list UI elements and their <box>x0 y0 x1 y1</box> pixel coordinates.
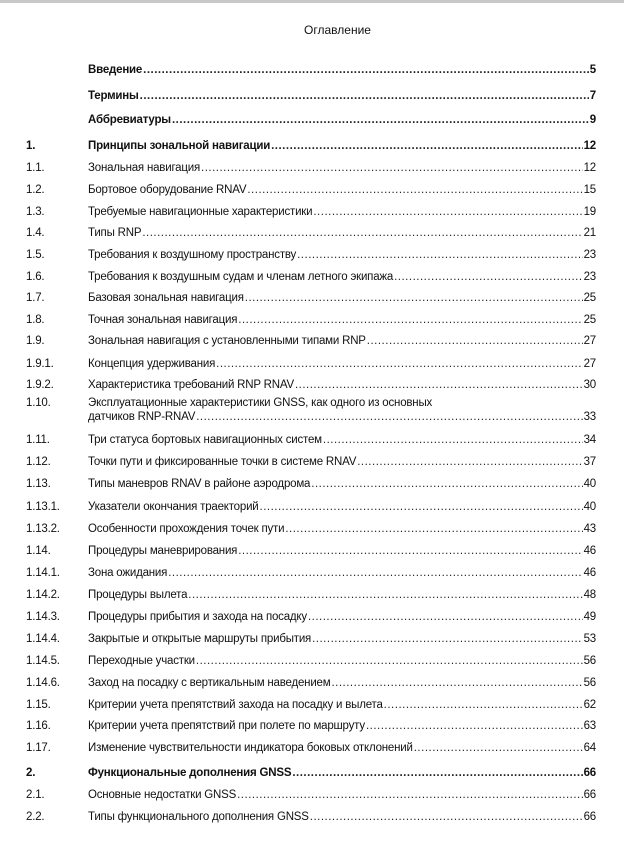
dot-leader <box>310 810 583 824</box>
toc-entry-label: Зональная навигация <box>88 162 201 174</box>
dot-leader <box>238 313 582 327</box>
dot-leader <box>384 698 583 712</box>
toc-entry-page: 46 <box>583 545 596 557</box>
toc-entry-label: Закрытые и открытые маршруты прибытия <box>88 633 312 645</box>
toc-entry-page: 66 <box>583 789 596 801</box>
toc-entry-page: 23 <box>583 271 596 283</box>
dot-leader <box>367 334 583 348</box>
toc-entry-number: 1.9. <box>26 335 45 347</box>
toc-entry-page: 62 <box>583 699 596 711</box>
toc-entry-label-line1: Эксплуатационные характеристики GNSS, как одного из основных <box>88 397 433 409</box>
toc-entry-number: 1.12. <box>26 456 51 468</box>
dot-leader <box>323 433 583 447</box>
toc-entry-page: 64 <box>583 742 596 754</box>
toc-entry-label: Требования к воздушным судам и членам летного экипажа <box>88 271 394 283</box>
toc-entry-number: 1.4. <box>26 227 45 239</box>
window-top-border <box>0 0 624 3</box>
toc-entry-number: 1.14.6. <box>26 677 60 689</box>
toc-entry-label: Термины <box>88 90 139 102</box>
dot-leader <box>142 226 582 240</box>
toc-entry-number: 1. <box>26 140 36 152</box>
dot-leader <box>196 654 583 668</box>
dot-leader <box>312 632 583 646</box>
toc-entry-page: 66 <box>583 767 596 779</box>
toc-entry-number: 1.14.5. <box>26 655 60 667</box>
dot-leader <box>238 544 582 558</box>
dot-leader <box>366 719 583 733</box>
toc-entry-label: Функциональные дополнения GNSS <box>88 767 292 779</box>
toc-entry-number: 1.13.1. <box>26 501 60 513</box>
toc-entry-label: Основные недостатки GNSS <box>88 789 237 801</box>
dot-leader <box>311 477 582 491</box>
toc-entry-page: 66 <box>583 811 596 823</box>
toc-entry-number: 1.14. <box>26 545 51 557</box>
toc-entry-page: 49 <box>583 611 596 623</box>
toc-entry-page: 53 <box>583 633 596 645</box>
toc-entry-number: 1.8. <box>26 314 45 326</box>
toc-entry-page: 25 <box>583 292 596 304</box>
toc-entry-label: Точки пути и фиксированные точки в системе RNAV <box>88 456 357 468</box>
toc-entry-number: 2.2. <box>26 811 45 823</box>
toc-entry-page: 7 <box>589 90 596 102</box>
toc-entry-page: 5 <box>589 64 596 76</box>
dot-leader <box>143 63 589 77</box>
toc-entry-label: Изменение чувствительности индикатора боковых отклонений <box>88 742 413 754</box>
toc-entry-label: Переходные участки <box>88 655 195 667</box>
toc-entry-page: 34 <box>583 434 596 446</box>
toc-entry-number: 1.6. <box>26 271 45 283</box>
toc-entry-page: 40 <box>583 478 596 490</box>
toc-entry-label: Зона ожидания <box>88 567 168 579</box>
toc-entry-label: Заход на посадку с вертикальным наведением <box>88 677 331 689</box>
toc-entry-number: 1.9.2. <box>26 379 54 391</box>
toc-entry-label: Типы маневров RNAV в районе аэродрома <box>88 478 311 490</box>
dot-leader <box>297 248 582 262</box>
toc-entry-number: 1.16. <box>26 720 51 732</box>
toc-entry-page: 23 <box>583 249 596 261</box>
toc-entry-label: Требуемые навигационные характеристики <box>88 206 313 218</box>
toc-entry-number: 1.14.1. <box>26 567 60 579</box>
dot-leader <box>285 522 582 536</box>
toc-entry-label: Концепция удерживания <box>88 358 216 370</box>
toc-entry-label: Базовая зональная навигация <box>88 292 244 304</box>
toc-entry-label: Процедуры вылета <box>88 589 188 601</box>
dot-leader <box>313 205 582 219</box>
toc-entry-number: 1.13. <box>26 478 51 490</box>
toc-entry-label: Типы RNP <box>88 227 142 239</box>
dot-leader <box>394 270 583 284</box>
toc-entry-label: Указатели окончания траекторий <box>88 501 259 513</box>
toc-entry-page: 9 <box>589 114 596 126</box>
toc-entry-page: 21 <box>583 227 596 239</box>
toc-entry-page: 12 <box>583 162 596 174</box>
toc-entry-number: 1.10. <box>26 397 51 409</box>
toc-entry-number: 1.9.1. <box>26 358 54 370</box>
toc-entry-label: Критерии учета препятствий захода на посадку и вылета <box>88 699 383 711</box>
toc-entry-number: 2.1. <box>26 789 45 801</box>
toc-entry-number: 1.5. <box>26 249 45 261</box>
dot-leader <box>260 500 583 514</box>
toc-entry-page: 56 <box>583 677 596 689</box>
toc-entry-page: 43 <box>583 523 596 535</box>
toc-entry-number: 1.11. <box>26 434 50 446</box>
dot-leader <box>201 161 583 175</box>
toc-entry-page: 27 <box>583 335 596 347</box>
toc-entry-page: 19 <box>583 206 596 218</box>
toc-entry-label: Типы функционального дополнения GNSS <box>88 811 309 823</box>
dot-leader <box>271 139 583 153</box>
toc-entry-number: 1.1. <box>26 162 45 174</box>
dot-leader <box>357 455 582 469</box>
toc-entry-page: 48 <box>583 589 596 601</box>
toc-entry-page: 33 <box>583 411 596 423</box>
toc-entry-page: 40 <box>583 501 596 513</box>
dot-leader <box>245 291 583 305</box>
dot-leader <box>216 357 582 371</box>
dot-leader <box>168 566 582 580</box>
toc-entry-page: 27 <box>583 358 596 370</box>
dot-leader <box>308 610 583 624</box>
toc-entry-label: Критерии учета препятствий при полете по маршруту <box>88 720 365 732</box>
dot-leader <box>237 788 582 802</box>
toc-entry-label: Зональная навигация с установленными типами RNP <box>88 335 366 347</box>
dot-leader <box>331 676 582 690</box>
toc-entry-number: 1.3. <box>26 206 45 218</box>
toc-entry-label: Характеристика требований RNP RNAV <box>88 379 294 391</box>
toc-entry-page: 25 <box>583 314 596 326</box>
dot-leader <box>414 741 583 755</box>
toc-entry-page: 15 <box>583 184 596 196</box>
toc-entry-label: датчиков RNP-RNAV <box>88 411 196 423</box>
toc-entry-label: Принципы зональной навигации <box>88 140 271 152</box>
toc-entry-page: 56 <box>583 655 596 667</box>
toc-entry-page: 37 <box>583 456 596 468</box>
dot-leader <box>188 588 582 602</box>
dot-leader <box>292 766 582 780</box>
toc-entry-label: Введение <box>88 64 143 76</box>
toc-entry-number: 1.13.2. <box>26 523 60 535</box>
toc-entry-label: Процедуры прибытия и захода на посадку <box>88 611 307 623</box>
toc-entry-page: 63 <box>583 720 596 732</box>
toc-entry-number: 1.14.2. <box>26 589 60 601</box>
toc-entry-label: Три статуса бортовых навигационных систем <box>88 434 322 446</box>
toc-entry-page: 46 <box>583 567 596 579</box>
dot-leader <box>247 183 582 197</box>
dot-leader <box>196 410 582 424</box>
toc-title: Оглавление <box>304 23 371 37</box>
toc-entry-label: Точная зональная навигация <box>88 314 238 326</box>
toc-entry-number: 1.7. <box>26 292 45 304</box>
dot-leader <box>295 378 583 392</box>
toc-entry-label: Бортовое оборудование RNAV <box>88 184 247 196</box>
toc-entry-label: Аббревиатуры <box>88 114 171 126</box>
toc-entry-number: 1.17. <box>26 742 51 754</box>
toc-entry-number: 1.2. <box>26 184 45 196</box>
dot-leader <box>140 89 589 103</box>
toc-entry-label: Процедуры маневрирования <box>88 545 238 557</box>
toc-entry-number: 1.15. <box>26 699 51 711</box>
dot-leader <box>172 113 589 127</box>
toc-entry-label: Требования к воздушному пространству <box>88 249 297 261</box>
toc-entry-page: 30 <box>583 379 596 391</box>
toc-entry-number: 2. <box>26 767 36 779</box>
toc-entry-number: 1.14.4. <box>26 633 60 645</box>
toc-entry-label: Особенности прохождения точек пути <box>88 523 285 535</box>
toc-entry-number: 1.14.3. <box>26 611 60 623</box>
toc-entry-page: 12 <box>583 140 596 152</box>
